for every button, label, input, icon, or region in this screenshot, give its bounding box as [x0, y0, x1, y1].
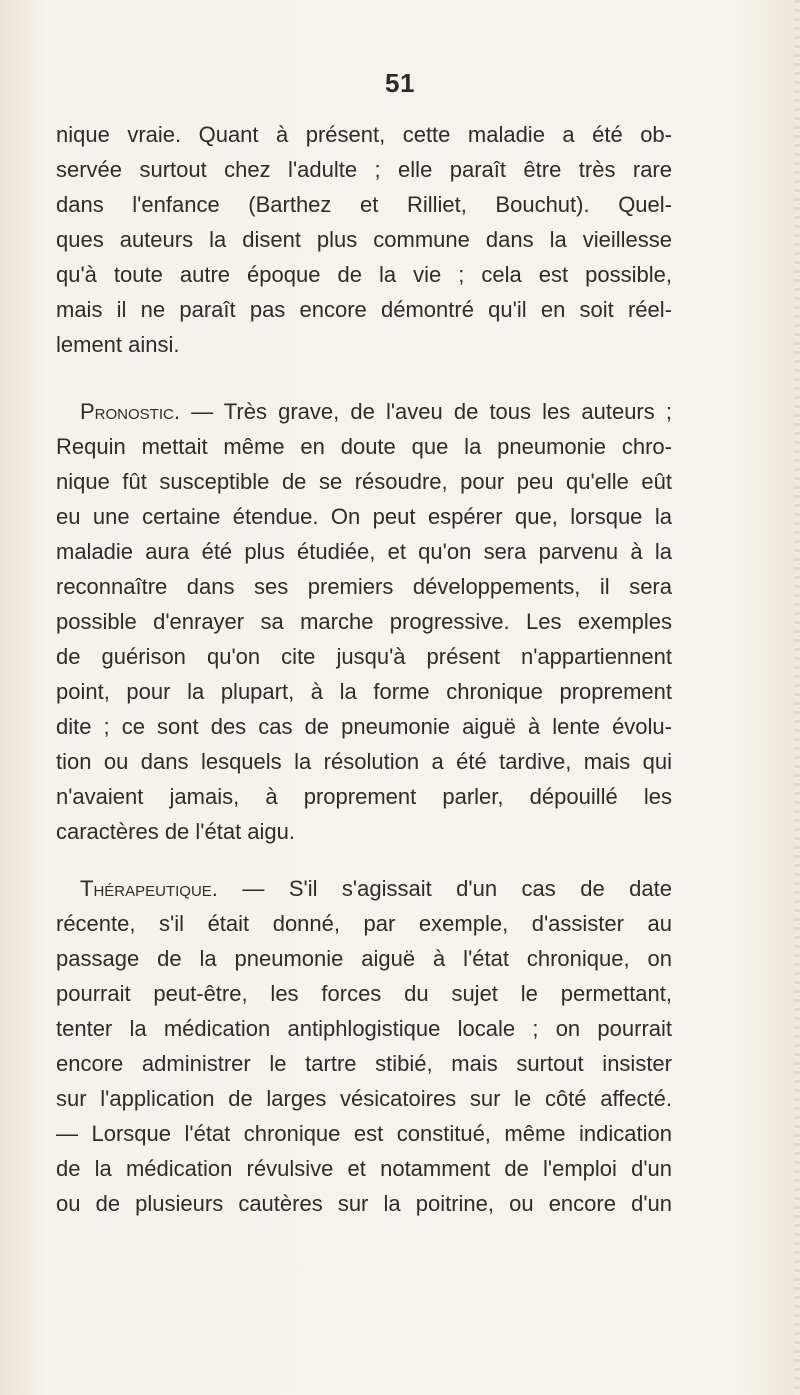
text-line: eu une certaine étendue. On peut espérer que, lorsque la	[56, 504, 672, 529]
text-line: — Lorsque l'état chronique est constitué, même indication	[56, 1121, 672, 1146]
text-fragment: — Très grave, de l'aveu de tous les auteurs ;	[179, 399, 672, 424]
text-line: lement ainsi.	[56, 332, 180, 357]
section-heading-therapeutique: Thérapeutique.	[80, 876, 218, 901]
pronostic-first-line	[80, 398, 672, 426]
text-line: de la médication révulsive et notamment de l'emploi d'un	[56, 1156, 672, 1181]
text-line: tion ou dans lesquels la résolution a été tardive, mais qui	[56, 749, 672, 774]
text-line: qu'à toute autre époque de la vie ; cela est possible,	[56, 262, 672, 287]
text-line: dans l'enfance (Barthez et Rilliet, Bouchut). Quel-	[56, 192, 672, 217]
text-line: servée surtout chez l'adulte ; elle paraît être très rare	[56, 157, 672, 182]
text-line: sur l'application de larges vésicatoires sur le côté affecté.	[56, 1086, 672, 1111]
text-line: nique vraie. Quant à présent, cette maladie a été ob-	[56, 122, 672, 147]
text-line: Requin mettait même en doute que la pneumonie chro-	[56, 434, 672, 459]
text-line: caractères de l'état aigu.	[56, 819, 296, 844]
text-line: encore administrer le tartre stibié, mais surtout insister	[56, 1051, 672, 1076]
text-line: de guérison qu'on cite jusqu'à présent n'appartiennent	[56, 644, 672, 669]
page-number: 51	[385, 68, 415, 98]
therapeutique-first-line	[80, 875, 672, 903]
text-line: maladie aura été plus étudiée, et qu'on sera parvenu à la	[56, 539, 672, 564]
text-line: mais il ne paraît pas encore démontré qu'il en soit réel-	[56, 297, 672, 322]
text-fragment: — S'il s'agissait d'un cas de date	[217, 876, 672, 901]
section-heading-pronostic: Pronostic.	[80, 399, 180, 424]
text-line: dite ; ce sont des cas de pneumonie aiguë à lente évolu-	[56, 714, 672, 739]
text-line: nique fût susceptible de se résoudre, pour peu qu'elle eût	[56, 469, 672, 494]
text-line: récente, s'il était donné, par exemple, d'assister au	[56, 911, 672, 936]
text-line: n'avaient jamais, à proprement parler, dépouillé les	[56, 784, 672, 809]
text-line: reconnaître dans ses premiers développements, il sera	[56, 574, 672, 599]
text-line: pourrait peut-être, les forces du sujet le permettant,	[56, 981, 672, 1006]
text-line: point, pour la plupart, à la forme chronique proprement	[56, 679, 672, 704]
text-line: tenter la médication antiphlogistique locale ; on pourrait	[56, 1016, 672, 1041]
page-edge	[794, 0, 800, 1395]
text-line: passage de la pneumonie aiguë à l'état chronique, on	[56, 946, 672, 971]
text-line: possible d'enrayer sa marche progressive. Les exemples	[56, 609, 672, 634]
text-line: ques auteurs la disent plus commune dans la vieillesse	[56, 227, 672, 252]
text-line: ou de plusieurs cautères sur la poitrine, ou encore d'un	[56, 1191, 672, 1216]
